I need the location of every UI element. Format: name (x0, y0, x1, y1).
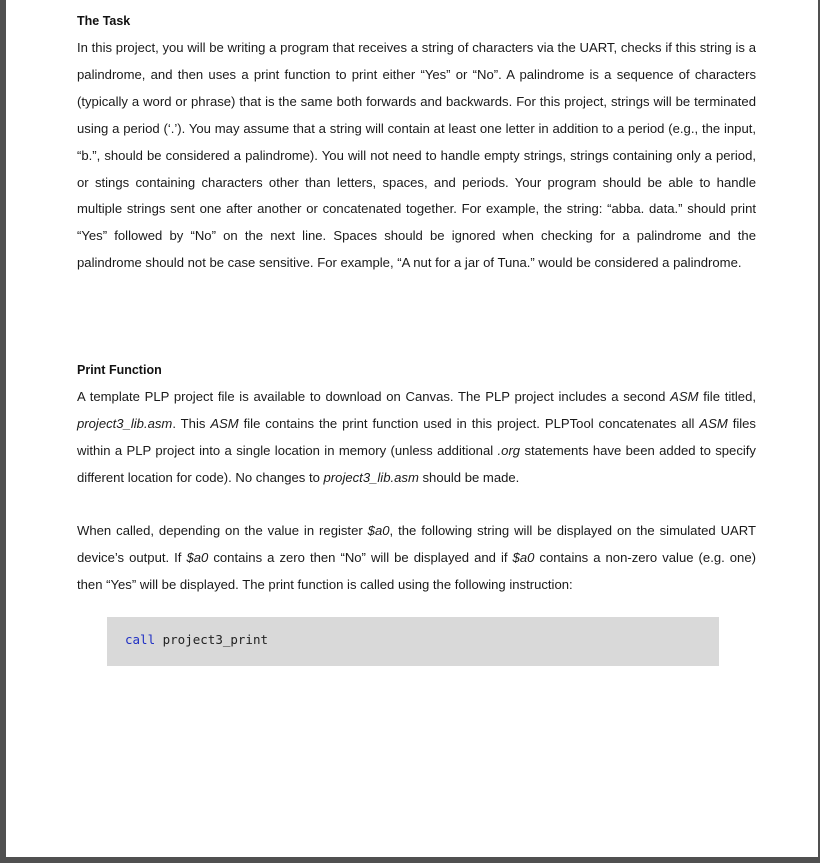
print-function-paragraph-2 (77, 518, 756, 599)
text-span: , the following string will be displayed on the simulated UART device’s output. If (77, 523, 756, 565)
text-span: . This (172, 415, 211, 431)
asm-term: ASM (210, 415, 239, 431)
section-title-print-function: Print Function (77, 363, 162, 377)
code-argument: project3_print (155, 632, 268, 647)
code-keyword: call (125, 632, 156, 647)
text-span: contains a non-zero value (e.g. one) then “Yes” will be displayed. The print function is called using the following instruction: (77, 549, 756, 592)
text-span: file titled, (698, 389, 756, 404)
asm-term: ASM (670, 389, 699, 404)
text-span: A template PLP project file is available to download on Canvas. The PLP project includes a second (77, 389, 671, 404)
text-span: file contains the print function used in this project. PLPTool concatenates all (238, 415, 700, 431)
text-span: statements have been added to specify different location for code). No changes to (77, 442, 756, 485)
text-span: should be made. (418, 469, 520, 485)
lib-filename: project3_lib.asm (77, 415, 173, 431)
lib-filename: project3_lib.asm (323, 469, 419, 485)
code-block (107, 617, 719, 666)
org-directive: .org (497, 442, 521, 458)
document-page (6, 0, 818, 857)
register-name: $a0 (367, 523, 390, 538)
text-span: files within a PLP project into a single location in memory (unless additional (77, 415, 756, 458)
register-name: $a0 (512, 549, 535, 565)
print-function-paragraph-1 (77, 384, 756, 492)
register-name: $a0 (186, 549, 209, 565)
asm-term: ASM (699, 415, 728, 431)
task-paragraph: In this project, you will be writing a program that receives a string of characters via the UART, checks if this string is a palindrome, and then uses a print function to print either “Yes” or “No”. A palindrome is a sequence of characters (typically a word or phrase) that is the same both forwards and backwards. For this project, strings will be terminated using a period (‘.’). You may assume that a string will contain at least one letter in addition to a period (e.g., the input, “b.”, should be considered a palindrome). You will not need to handle empty strings, strings containing only a period, or stings containing characters other than letters, spaces, and periods. Your program should be able to handle multiple strings sent one after another or concatenated together. For example, the string: “abba. data.” should print “Yes” followed by “No” on the next line. Spaces should be ignored when checking for a palindrome and the palindrome should not be case sensitive. For example, “A nut for a jar of Tuna.” would be considered a palindrome. (77, 40, 756, 271)
text-span: When called, depending on the value in register (77, 523, 368, 538)
text-span: contains a zero then “No” will be displayed and if (208, 549, 513, 565)
section-title-task: The Task (77, 14, 131, 28)
